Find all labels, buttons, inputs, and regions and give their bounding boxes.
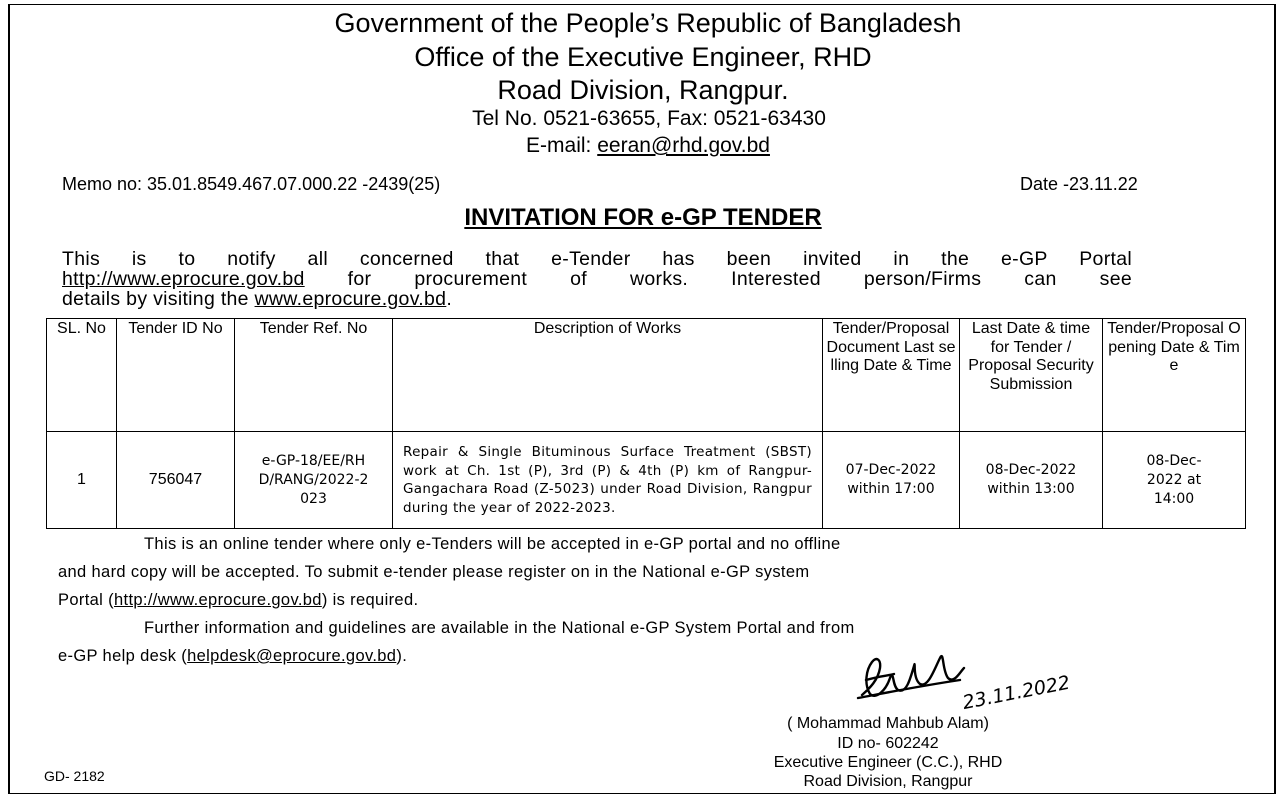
cell-description: Repair & Single Bituminous Surface Treatment (SBST) work at Ch. 1st (P), 3rd (P) & 4th (P) km of Rangpur-Gangachara Road (Z-5023) under Road Division, Rangpur during the year of 2022-2023. <box>393 432 823 529</box>
email-link[interactable]: eeran@rhd.gov.bd <box>597 134 770 157</box>
header-phone: Tel No. 0521-63655, Fax: 0521-63430 <box>472 107 826 130</box>
eprocure-link[interactable]: http://www.eprocure.gov.bd <box>62 268 305 290</box>
header-office: Office of the Executive Engineer, RHD <box>414 42 872 72</box>
intro-paragraph <box>62 249 1132 309</box>
signature-image <box>850 640 1072 720</box>
table-row <box>47 432 1246 529</box>
signatory-name: ( Mohammad Mahbub Alam) <box>787 715 989 732</box>
helpdesk-link[interactable]: helpdesk@eprocure.gov.bd <box>187 647 397 665</box>
header-email <box>0 134 1286 158</box>
signatory-designation: Executive Engineer (C.C.), RHD <box>773 754 1003 771</box>
cell-tender-ref: e-GP-18/EE/RHD/RANG/2022-2023 <box>235 432 393 529</box>
notice-title: INVITATION FOR e-GP TENDER <box>464 204 822 231</box>
email-label: E-mail: <box>526 134 598 157</box>
tender-table <box>46 318 1246 529</box>
header-government: Government of the People’s Republic of Bangladesh <box>334 8 962 38</box>
portal-link[interactable]: http://www.eprocure.gov.bd <box>113 591 322 609</box>
cell-last-date: 08-Dec-2022 within 13:00 <box>960 432 1103 529</box>
header-division: Road Division, Rangpur. <box>497 75 789 105</box>
body-line-5: e-GP help desk (helpdesk@eprocure.gov.bd). <box>58 647 408 665</box>
body-line-3: Portal (http://www.eprocure.gov.bd) is required. <box>58 591 419 609</box>
cell-tender-id: 756047 <box>117 432 235 529</box>
header-selling-date: Tender/Proposal Document Last selling Date & Time <box>823 319 960 432</box>
intro-line-2: http://www.eprocure.gov.bd for procurement of works. Interested person/Firms can see <box>62 268 1132 290</box>
body-line-1: This is an online tender where only e-Tenders will be accepted in e-GP portal and no offline <box>144 535 841 553</box>
header-last-date: Last Date & time for Tender / Proposal Security Submission <box>960 319 1103 432</box>
footer-code: GD- 2182 <box>44 768 105 784</box>
intro-line-3: details by visiting the www.eprocure.gov.bd. <box>62 288 453 310</box>
header-sl: SL. No <box>47 319 117 432</box>
header-description: Description of Works <box>393 319 823 432</box>
intro-line-1: This is to notify all concerned that e-Tender has been invited in the e-GP Portal <box>62 248 1132 270</box>
memo-number: Memo no: 35.01.8549.467.07.000.22 -2439(25) <box>62 174 441 194</box>
signature-handwritten-date: 23.11.2022 <box>960 671 1072 715</box>
header-tender-ref: Tender Ref. No <box>235 319 393 432</box>
memo-date: Date -23.11.22 <box>1020 174 1138 194</box>
cell-opening-date: 08-Dec-2022 at 14:00 <box>1103 432 1246 529</box>
eprocure-link-2[interactable]: www.eprocure.gov.bd <box>254 288 447 310</box>
signatory-id: ID no- 602242 <box>837 735 939 752</box>
header-tender-id: Tender ID No <box>117 319 235 432</box>
header-opening-date: Tender/Proposal Opening Date & Time <box>1103 319 1246 432</box>
body-line-4: Further information and guidelines are available in the National e-GP System Portal and from <box>144 619 855 637</box>
body-line-2: and hard copy will be accepted. To submit e-tender please register on in the National e-GP system <box>58 563 810 581</box>
signatory-office: Road Division, Rangpur <box>803 773 973 790</box>
table-header-row <box>47 319 1246 432</box>
cell-sl: 1 <box>47 432 117 529</box>
cell-selling-date: 07-Dec-2022 within 17:00 <box>823 432 960 529</box>
